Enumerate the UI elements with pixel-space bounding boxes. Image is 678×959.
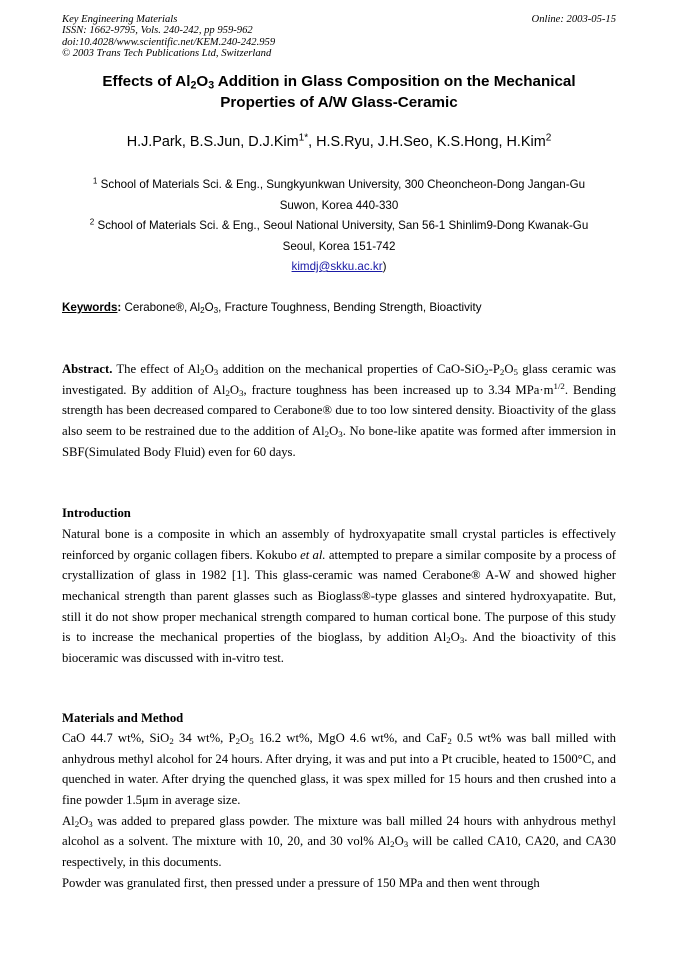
journal-name: Key Engineering Materials	[62, 14, 178, 25]
keywords-label: Keywords	[62, 301, 118, 314]
doi-line: doi:10.4028/www.scientific.net/KEM.240-242.959	[62, 36, 276, 48]
paper-title: Effects of $Al_2O_3$ Addition in Glass Composition on the Mechanical Properties of A/W Glass-Ceramic	[102, 73, 576, 111]
introduction-paragraph: Natural bone is a composite in which an assembly of hydroxyapatite small crystal particles is effectively reinforced by organic collagen fibers. Kokubo et al. attempted to prepare a similar composite by a process of crystallization of glass in 1982 [1]. This glass-ceramic was named Cerabone® A-W and showed higher mechanical strength than parent glasses such as Bioglass®-type glasses and sintered hydroxyapatite. But, still it do not show proper mechanical strength compared to human cortical bone. The purpose of this study is to increase the mechanical properties of the bioglass, by addition $Al_2O_3$. And the bioactivity of this bioceramic was discussed with in-vitro test.	[62, 527, 617, 665]
abstract-paragraph: Abstract. The effect of $Al_2O_3$ addition on the mechanical properties of CaO-$SiO_2-P_2O_5$ glass ceramic was investigated. By addition of $Al_2O_3$, fracture toughness has been increased up to 3.34 $MPa\cdot m^{1/2}$. Bending strength has been decreased compared to Cerabone® due to too low sintered density. Bioactivity of the glass also seem to be restrained due to the addition of $Al_2O_3$. No bone-like apatite was formed after immersion in SBF(Simulated Body Fluid) even for 60 days.	[62, 362, 617, 459]
contact-email: kimdj@skku.ac.kr)	[291, 260, 387, 273]
issn-line: ISSN: 1662-9795, Vols. 240-242, pp 959-962	[62, 25, 253, 37]
affiliation-1: $^1$ School of Materials Sci. & Eng., Sungkyunkwan University, 300 Cheoncheon-Dong Jangan-Gu Suwon, Korea 440-330	[92, 176, 586, 212]
materials-paragraph-3: Powder was granulated first, then pressed under a pressure of 150 MPa and then went through	[62, 875, 540, 890]
journal-header	[62, 14, 616, 59]
materials-paragraph-2: $Al_2O_3$ was added to prepared glass powder. The mixture was ball milled 24 hours with anhydrous methyl alcohol as a solvent. The mixture with 10, 20, and 30 vol% $Al_2O_3$ will be called CA10, CA20, and CA30 respectively, in this documents.	[62, 813, 617, 869]
introduction-heading: Introduction	[62, 506, 131, 520]
materials-heading: Materials and Method	[62, 711, 184, 725]
abstract-label: Abstract.	[62, 362, 113, 376]
author-list: H.J.Park, B.S.Jun, D.J.Kim$^{1*}$, H.S.Ryu, J.H.Seo, K.S.Hong, H.Kim$^2$	[126, 132, 552, 150]
email-link[interactable]: kimdj@skku.ac.kr	[291, 260, 383, 273]
materials-paragraph-1: CaO 44.7 wt%, SiO$_2$ 34 wt%, $P_2O_5$ 16.2 wt%, MgO 4.6 wt%, and CaF$_2$ 0.5 wt% was ball milled with anhydrous methyl alcohol for 24 hours. After drying, it was and put into a Pt crucible, heated to 1500°C, and quenched in water. After drying the quenched glass, it was spex milled for 15 hours and then crushed into a fine powder 1.5μm in average size.	[62, 731, 616, 807]
keywords-line: Keywords: Cerabone®, $Al_2O_3$, Fracture Toughness, Bending Strength, Bioactivity	[62, 301, 482, 316]
copyright-line: © 2003 Trans Tech Publications Ltd, Switzerland	[62, 47, 272, 59]
online-date: Online: 2003-05-15	[531, 14, 616, 25]
affiliation-2: $^2$ School of Materials Sci. & Eng., Seoul National University, San 56-1 Shinlim9-Dong Kwanak-Gu Seoul, Korea 151-742	[89, 217, 589, 253]
materials-section	[62, 728, 616, 893]
